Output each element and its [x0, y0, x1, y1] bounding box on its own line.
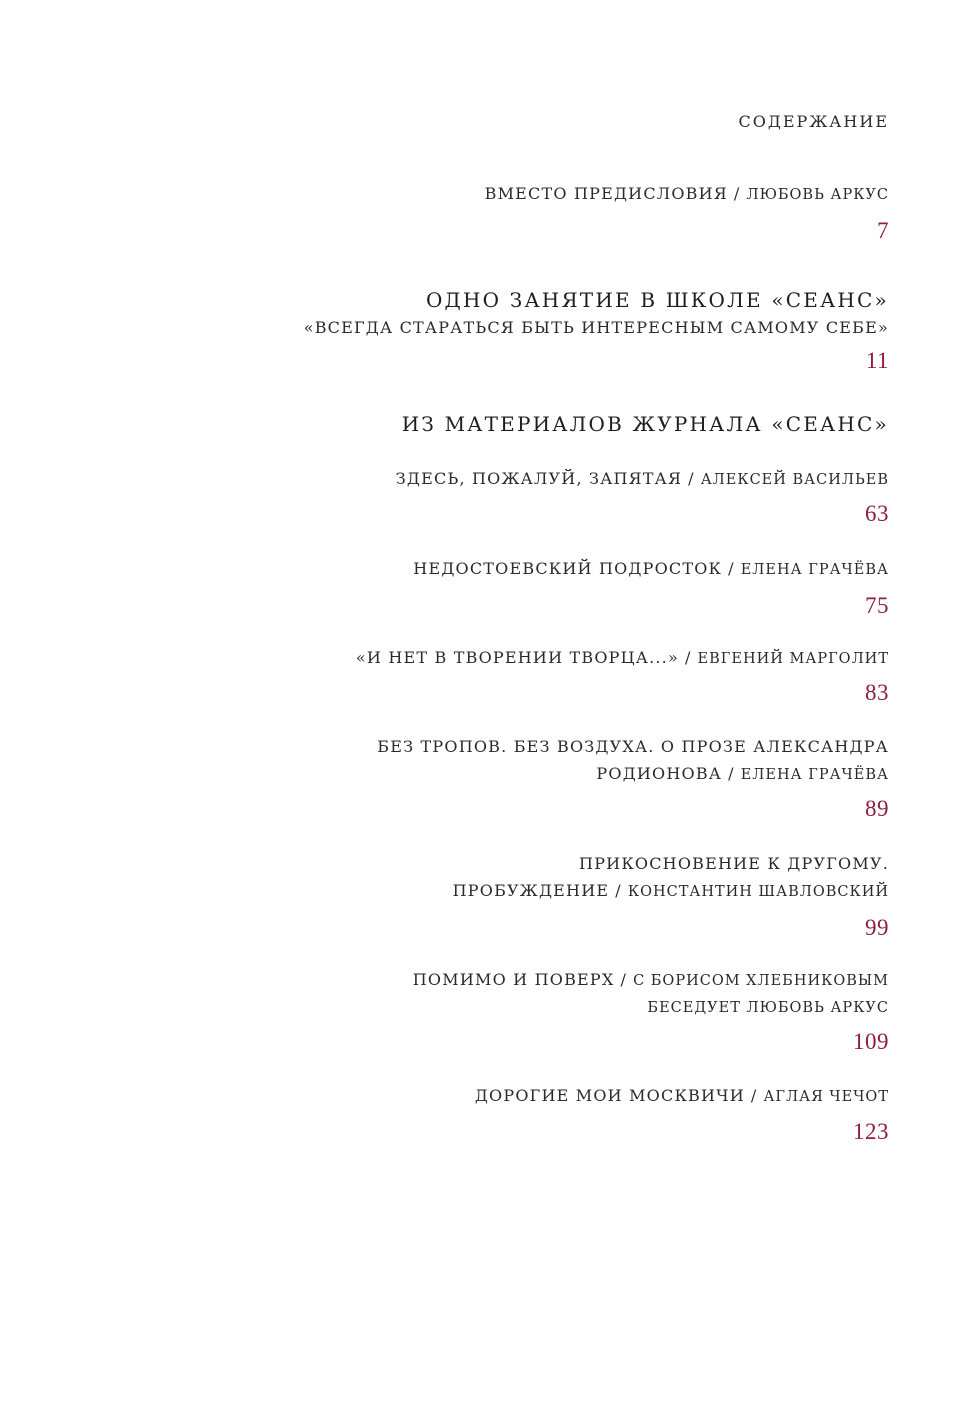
- entry-author: АГЛАЯ ЧЕЧОТ: [763, 1089, 889, 1105]
- entry-author: КОНСТАНТИН ШАВЛОВСКИЙ: [627, 884, 889, 900]
- entry-separator: /: [688, 469, 695, 488]
- entry-title: «И НЕТ В ТВОРЕНИИ ТВОРЦА...»: [355, 648, 679, 667]
- page-number: 75: [865, 593, 889, 618]
- toc-entry-line: [596, 764, 889, 783]
- section-subtitle: «ВСЕГДА СТАРАТЬСЯ БЫТЬ ИНТЕРЕСНЫМ САМОМУ СЕБЕ»: [303, 318, 889, 337]
- entry-title: ПРОБУЖДЕНИЕ: [452, 881, 610, 900]
- entry-author: БЕСЕДУЕТ ЛЮБОВЬ АРКУС: [647, 1000, 889, 1016]
- page-number: 11: [865, 348, 889, 373]
- section-heading: ИЗ МАТЕРИАЛОВ ЖУРНАЛА «СЕАНС»: [401, 412, 889, 436]
- page-number: 99: [865, 915, 889, 940]
- entry-title: ВМЕСТО ПРЕДИСЛОВИЯ: [484, 184, 728, 203]
- toc-title: СОДЕРЖАНИЕ: [738, 112, 889, 131]
- toc-entry-line: [647, 997, 889, 1016]
- toc-entry-line: БЕЗ ТРОПОВ. БЕЗ ВОЗДУХА. О ПРОЗЕ АЛЕКСАНДРА: [377, 737, 889, 756]
- page-number: 7: [877, 218, 889, 243]
- page-number: 63: [865, 501, 889, 526]
- entry-separator: /: [728, 764, 735, 783]
- entry-separator: /: [733, 184, 741, 203]
- entry-separator: /: [615, 881, 622, 900]
- entry-separator: /: [620, 970, 628, 989]
- entry-author: С БОРИСОМ ХЛЕБНИКОВЫМ: [633, 973, 889, 989]
- entry-title: НЕДОСТОЕВСКИЙ ПОДРОСТОК: [413, 559, 723, 578]
- toc-entry-line: [453, 881, 889, 900]
- entry-title: ЗДЕСЬ, ПОЖАЛУЙ, ЗАПЯТАЯ: [395, 469, 683, 488]
- page-number: 83: [865, 680, 889, 705]
- toc-entry-line: [475, 1086, 889, 1105]
- toc-entry-line: [413, 970, 889, 989]
- entry-author: ЕЛЕНА ГРАЧЁВА: [740, 767, 889, 783]
- entry-separator: /: [750, 1086, 758, 1105]
- entry-author: АЛЕКСЕЙ ВАСИЛЬЕВ: [700, 472, 889, 488]
- entry-author: ЕЛЕНА ГРАЧЁВА: [740, 562, 889, 578]
- toc-entry-line: ПРИКОСНОВЕНИЕ К ДРУГОМУ.: [579, 854, 889, 873]
- entry-separator: /: [728, 559, 735, 578]
- section-heading: ОДНО ЗАНЯТИЕ В ШКОЛЕ «СЕАНС»: [425, 288, 889, 312]
- entry-author: ЕВГЕНИЙ МАРГОЛИТ: [697, 651, 889, 667]
- page-number: 123: [853, 1119, 889, 1144]
- toc-entry-line: [485, 184, 889, 203]
- toc-entry-line: [413, 559, 889, 578]
- page-number: 89: [865, 796, 889, 821]
- entry-title: РОДИОНОВА: [596, 764, 723, 783]
- entry-author: ЛЮБОВЬ АРКУС: [746, 187, 889, 203]
- toc-entry-line: [396, 469, 889, 488]
- toc-entry-line: [356, 648, 889, 667]
- page-number: 109: [853, 1029, 889, 1054]
- entry-separator: /: [684, 648, 692, 667]
- entry-title: ПОМИМО И ПОВЕРХ: [412, 970, 615, 989]
- entry-title: ДОРОГИЕ МОИ МОСКВИЧИ: [474, 1086, 745, 1105]
